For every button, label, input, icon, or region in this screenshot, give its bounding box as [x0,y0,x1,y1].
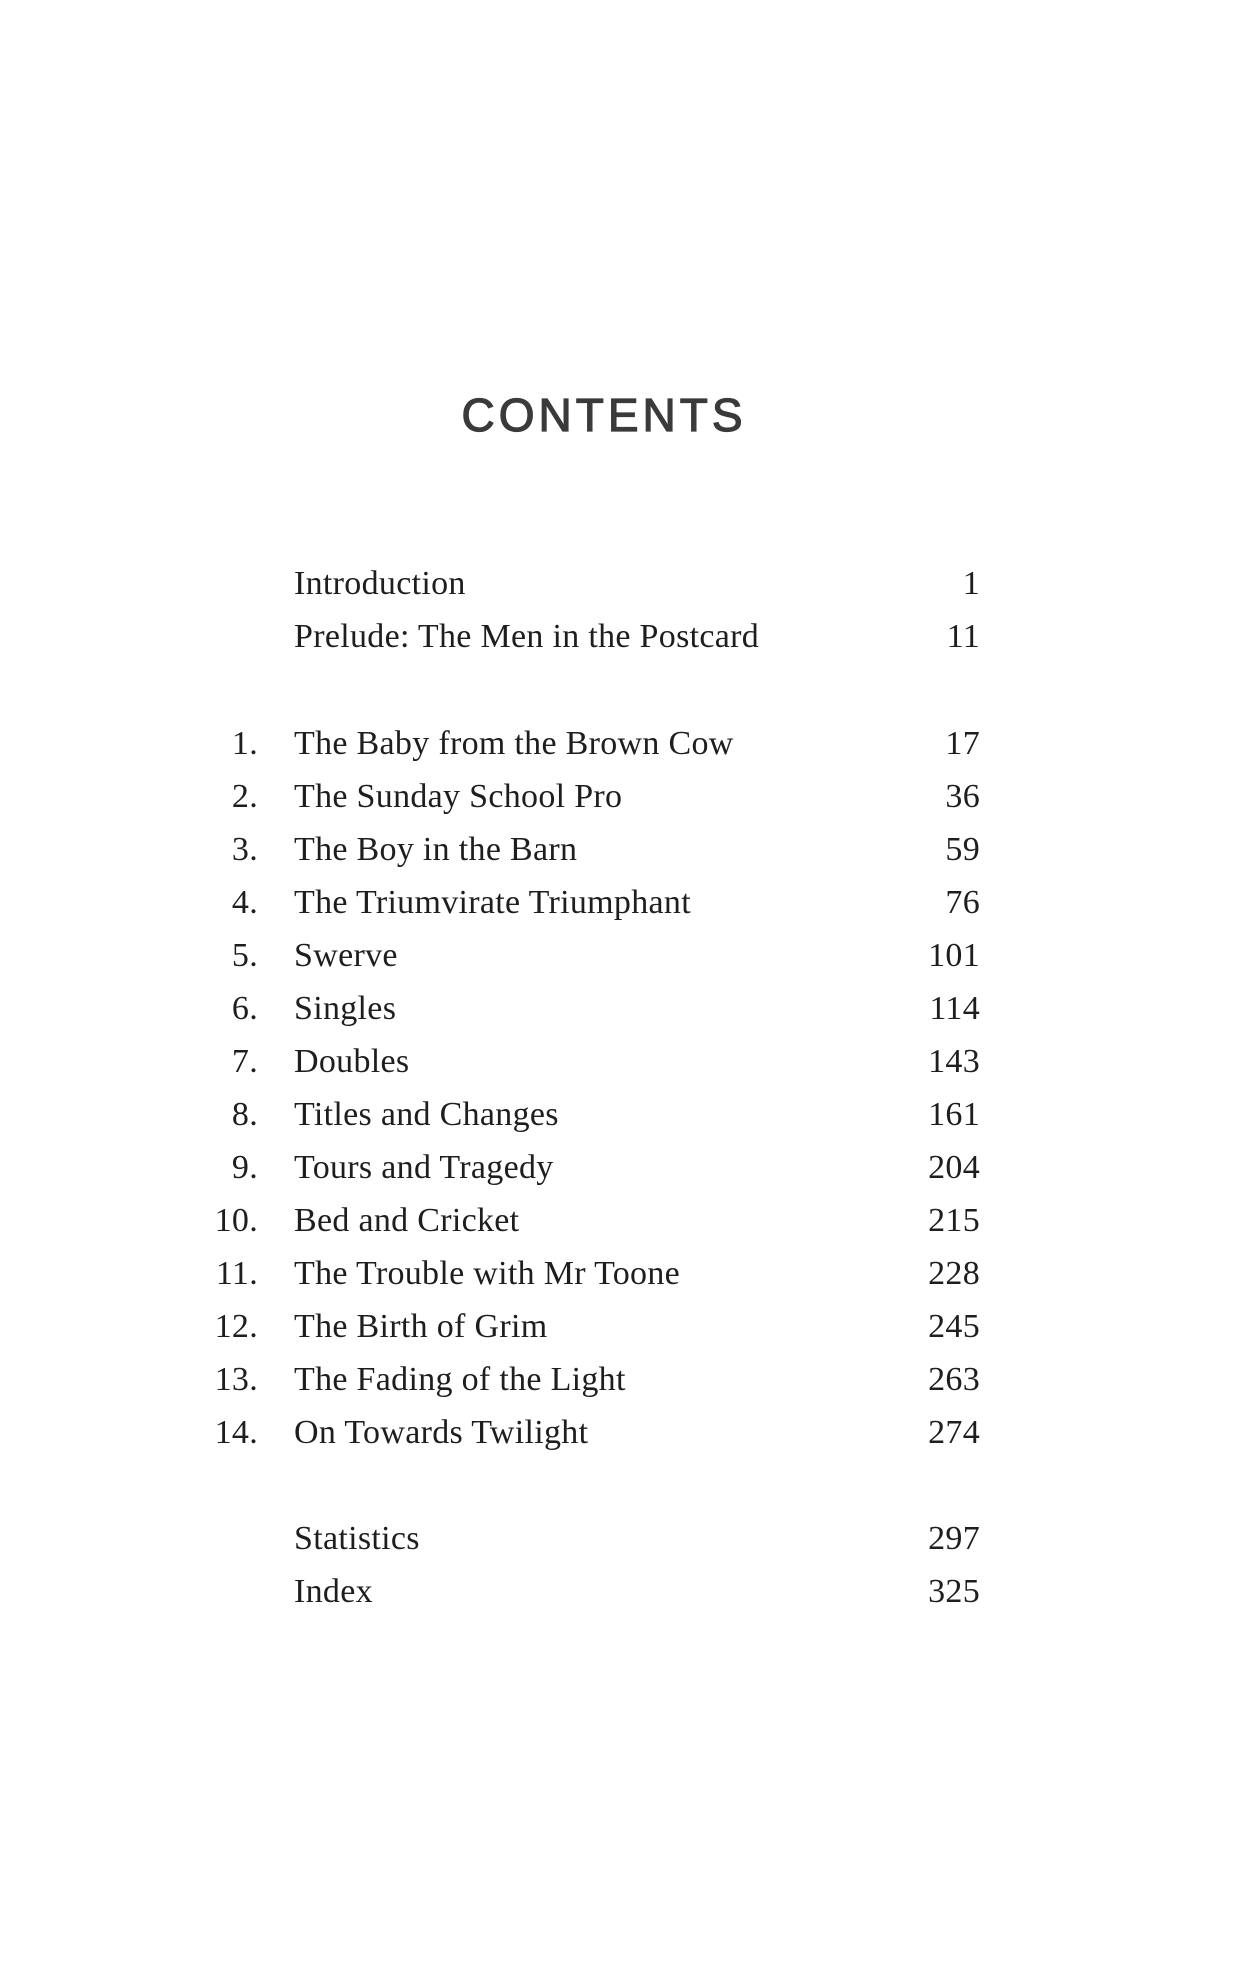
chapter-title: Singles [294,990,397,1027]
chapter-number: 12. [214,1308,258,1345]
chapter-page: 245 [928,1308,980,1345]
toc-chapter-4 [0,876,1250,929]
chapter-number: 9. [231,1149,258,1186]
toc-chapter-2 [0,770,1250,823]
toc-entry-title: Introduction [294,565,466,602]
chapter-number: 13. [214,1361,258,1398]
toc-chapter-5 [0,929,1250,982]
toc-entry-page: 11 [946,618,980,655]
toc-entry-introduction [0,557,1250,610]
toc-chapter-10 [0,1194,1250,1247]
toc-entry-title: Prelude: The Men in the Postcard [294,618,760,655]
toc-chapter-14 [0,1406,1250,1459]
toc-entry-page: 325 [928,1573,980,1610]
chapter-page: 204 [928,1149,980,1186]
chapter-number: 1. [231,725,258,762]
toc-chapter-1 [0,717,1250,770]
chapter-page: 228 [928,1255,980,1292]
chapter-page: 274 [928,1414,980,1451]
chapter-number: 7. [231,1043,258,1080]
toc-chapter-12 [0,1300,1250,1353]
chapter-number: 14. [214,1414,258,1451]
chapter-page: 143 [928,1043,980,1080]
toc-entry-prelude [0,610,1250,663]
chapter-title: The Baby from the Brown Cow [294,725,734,762]
toc-chapter-3 [0,823,1250,876]
chapter-number: 5. [231,937,258,974]
toc-entry-page: 1 [962,565,980,602]
toc-entry-title: Statistics [294,1520,420,1557]
chapter-page: 215 [928,1202,980,1239]
chapter-page: 263 [928,1361,980,1398]
chapter-number: 3. [231,831,258,868]
chapter-number: 8. [231,1096,258,1133]
toc-chapter-9 [0,1141,1250,1194]
chapter-number: 2. [231,778,258,815]
chapter-page: 76 [945,884,980,921]
chapter-number: 11. [215,1255,258,1292]
toc-entry-title: Index [294,1573,373,1610]
chapter-title: Titles and Changes [294,1096,559,1133]
toc-chapter-6 [0,982,1250,1035]
toc-chapter-8 [0,1088,1250,1141]
chapter-title: The Sunday School Pro [294,778,623,815]
toc-chapter-11 [0,1247,1250,1300]
toc-entry-page: 297 [928,1520,980,1557]
chapter-number: 6. [231,990,258,1027]
chapter-number: 10. [214,1202,258,1239]
chapter-title: Swerve [294,937,398,974]
chapter-title: Tours and Tragedy [294,1149,554,1186]
chapter-page: 59 [945,831,980,868]
toc-entry-index [0,1565,1250,1618]
chapter-title: The Boy in the Barn [294,831,578,868]
chapter-title: The Triumvirate Triumphant [294,884,691,921]
chapter-title: The Trouble with Mr Toone [294,1255,681,1292]
toc-entry-statistics [0,1512,1250,1565]
chapter-page: 161 [928,1096,980,1133]
chapter-page: 114 [929,990,980,1027]
chapter-title: On Towards Twilight [294,1414,589,1451]
contents-heading: CONTENTS [461,389,747,441]
toc-chapter-7 [0,1035,1250,1088]
chapter-page: 101 [928,937,980,974]
chapter-title: Doubles [294,1043,410,1080]
chapter-page: 17 [945,725,980,762]
chapter-title: Bed and Cricket [294,1202,520,1239]
toc-chapter-13 [0,1353,1250,1406]
chapter-title: The Birth of Grim [294,1308,548,1345]
chapter-title: The Fading of the Light [294,1361,626,1398]
chapter-page: 36 [945,778,980,815]
chapter-number: 4. [231,884,258,921]
